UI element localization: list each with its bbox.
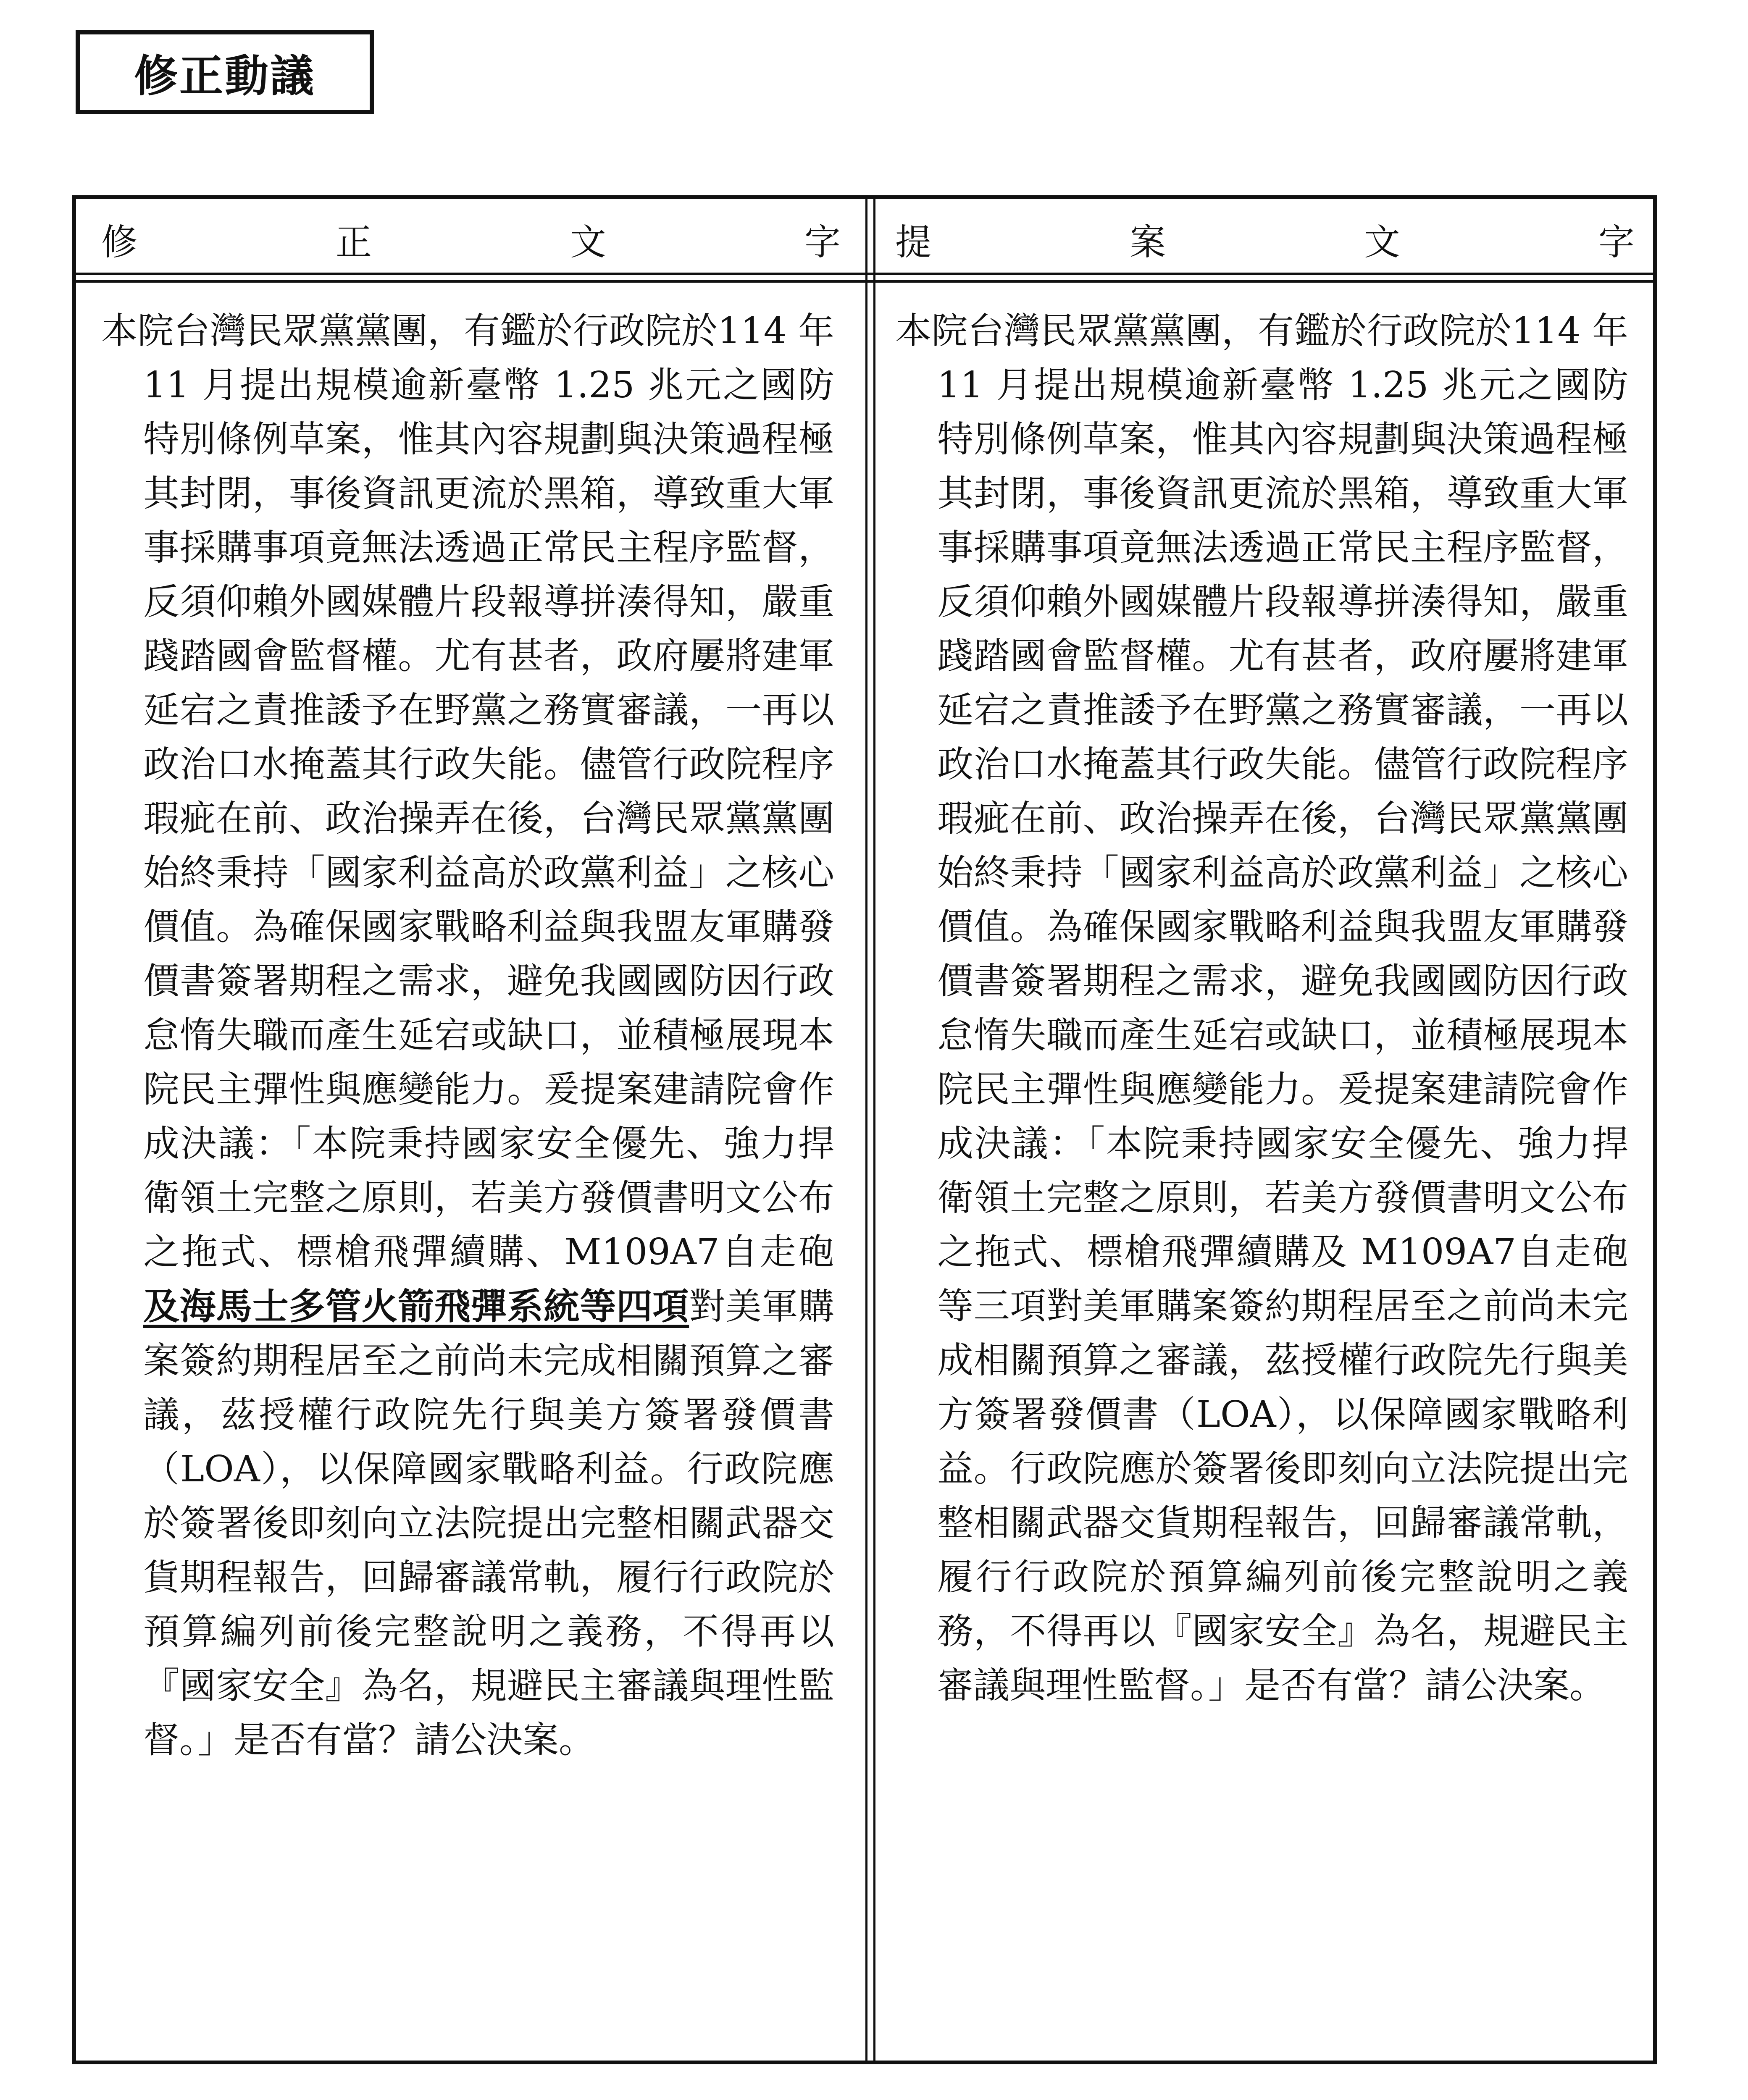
amended-text-part-1: 本院台灣民眾黨黨團，有鑑於行政院於114 年 11 月提出規模逾新臺幣 1.25 兆元之國防特別條例草案，惟其內容規劃與決策過程極其封閉，事後資訊更流於黑箱，導致重大軍事採購事項竟無法透過正常民主程序監督，反須仰賴外國媒體片段報導拼湊得知，嚴重踐踏國會監督權。尤有甚者，政府屢將建軍延宕之責推諉予在野黨之務實審議，一再以政治口水掩蓋其行政失能。儘管行政院程序瑕疵在前、政治操弄在後，台灣民眾黨黨團始終秉持「國家利益高於政黨利益」之核心價值。為確保國家戰略利益與我盟友軍購發價書簽署期程之需求，避免我國國防因行政怠惰失職而產生延宕或缺口，並積極展現本院民主彈性與應變能力。爰提案建請院會作成決議：「本院秉持國家安全優先、強力捍衛領土完整之原則，若美方發價書明文公布之拖式、標槍飛彈續購、M109A7自走砲 xyxy=(101,310,834,1273)
header-char: 字 xyxy=(1598,221,1635,263)
header-char: 修 xyxy=(101,221,137,263)
header-char: 正 xyxy=(336,221,372,263)
motion-table xyxy=(72,195,1657,2064)
header-rule xyxy=(76,273,1653,283)
header-char: 文 xyxy=(570,221,606,263)
header-char: 文 xyxy=(1364,221,1400,263)
header-char: 案 xyxy=(1130,221,1166,263)
proposal-text: 本院台灣民眾黨黨團，有鑑於行政院於114 年 11 月提出規模逾新臺幣 1.25 兆元之國防特別條例草案，惟其內容規劃與決策過程極其封閉，事後資訊更流於黑箱，導致重大軍事採購事項竟無法透過正常民主程序監督，反須仰賴外國媒體片段報導拼湊得知，嚴重踐踏國會監督權。尤有甚者，政府屢將建軍延宕之責推諉予在野黨之務實審議，一再以政治口水掩蓋其行政失能。儘管行政院程序瑕疵在前、政治操弄在後，台灣民眾黨黨團始終秉持「國家利益高於政黨利益」之核心價值。為確保國家戰略利益與我盟友軍購發價書簽署期程之需求，避免我國國防因行政怠惰失職而產生延宕或缺口，並積極展現本院民主彈性與應變能力。爰提案建請院會作成決議：「本院秉持國家安全優先、強力捍衛領土完整之原則，若美方發價書明文公布之拖式、標槍飛彈續購及 M109A7自走砲等三項對美軍購案簽約期程居至之前尚未完成相關預算之審議，茲授權行政院先行與美方簽署發價書（LOA），以保障國家戰略利益。行政院應於簽署後即刻向立法院提出完整相關武器交貨期程報告，回歸審議常軌，履行行政院於預算編列前後完整說明之義務，不得再以『國家安全』為名，規避民主審議與理性監督。」是否有當？請公決案。 xyxy=(895,310,1628,1706)
document-title-box xyxy=(76,30,374,114)
header-char: 提 xyxy=(895,221,931,263)
amended-text-part-2: 對美軍購案簽約期程居至之前尚未完成相關預算之審議，茲授權行政院先行與美方簽署發價書（LOA），以保障國家戰略利益。行政院應於簽署後即刻向立法院提出完整相關武器交貨期程報告，回歸審議常軌，履行行政院於預算編列前後完整說明之義務，不得再以『國家安全』為名，規避民主審議與理性監督。」是否有當？請公決案。 xyxy=(143,1286,835,1761)
amended-text-header xyxy=(101,216,841,262)
column-divider xyxy=(865,199,875,2061)
document-title: 修正動議 xyxy=(134,50,315,102)
amended-insertion: 及海馬士多管火箭飛彈系統等四項 xyxy=(143,1285,689,1328)
amended-text-body xyxy=(101,304,834,1767)
proposal-text-header xyxy=(895,216,1635,262)
header-char: 字 xyxy=(804,221,841,263)
proposal-text-body xyxy=(895,304,1628,1713)
